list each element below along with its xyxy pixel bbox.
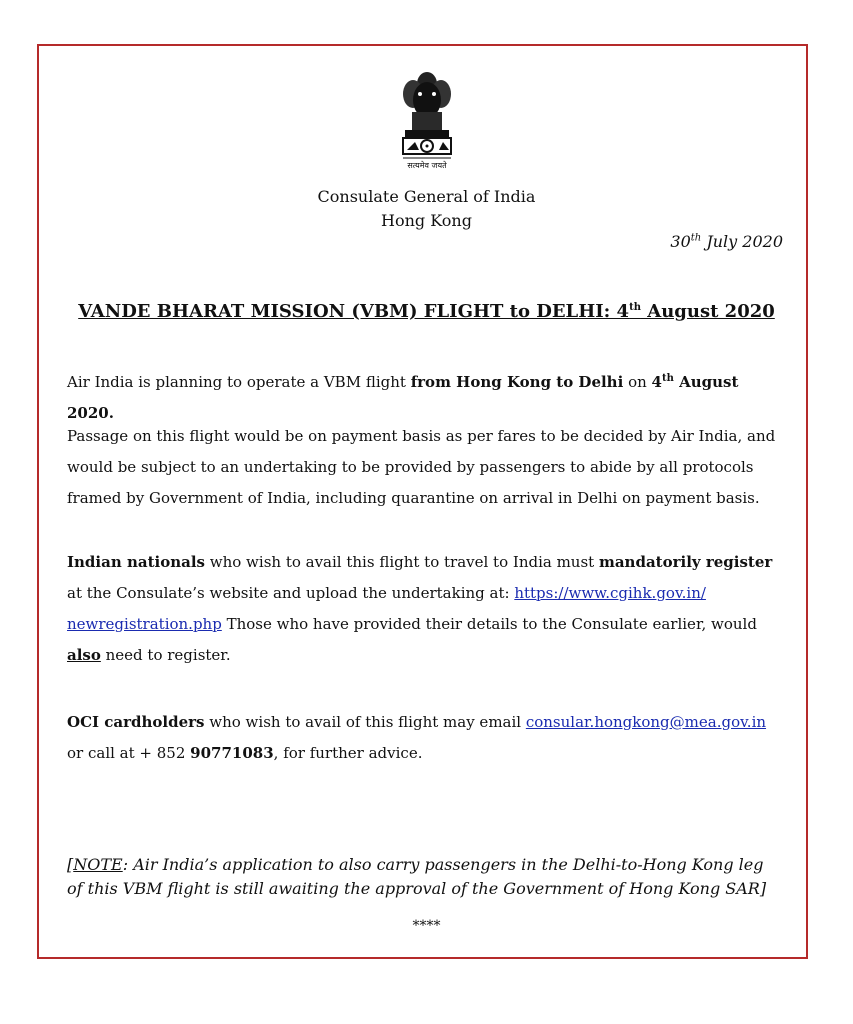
paragraph-oci-cardholders: OCI cardholders who wish to avail of this flight may email consular.hongkong@mea.gov.in or call at + 852 90771083, for further advice.	[67, 713, 767, 762]
emblem-motto: सत्यमेव जयते	[407, 161, 447, 170]
document-heading: VANDE BHARAT MISSION (VBM) FLIGHT to DELHI: 4th August 2020	[78, 301, 775, 322]
document-date: 30th July 2020	[670, 232, 783, 251]
ashoka-emblem-icon	[395, 68, 459, 176]
paragraph-flight-plan: Air India is planning to operate a VBM flight from Hong Kong to Delhi on 4th August 2020.	[67, 373, 739, 422]
note-paragraph: [NOTE: Air India’s application to also carry passengers in the Delhi-to-Hong Kong leg of this VBM flight is still awaiting the approval of the Government of Hong Kong SAR]	[67, 855, 767, 898]
office-city: Hong Kong	[381, 211, 472, 230]
paragraph-registration: Indian nationals who wish to avail this flight to travel to India must mandatorily register at the Consulate’s website and upload the undertaking at: https://www.cgihk.gov.in/ newregistration.php Those who have provided their details to the Consulate earlier, would also need to register.	[67, 553, 773, 664]
office-name: Consulate General of India	[317, 187, 536, 206]
end-marker: ****	[412, 918, 441, 934]
registration-link[interactable]: https://www.cgihk.gov.in/	[514, 584, 706, 602]
registration-link-continued[interactable]: newregistration.php	[67, 615, 222, 633]
paragraph-passage-terms: Passage on this flight would be on payment basis as per fares to be decided by Air India, and would be subject to an undertaking to be provided by passengers to abide by all protocols framed by Government of India, including quarantine on arrival in Delhi on payment basis.	[67, 427, 776, 507]
consular-email-link[interactable]: consular.hongkong@mea.gov.in	[525, 713, 767, 731]
